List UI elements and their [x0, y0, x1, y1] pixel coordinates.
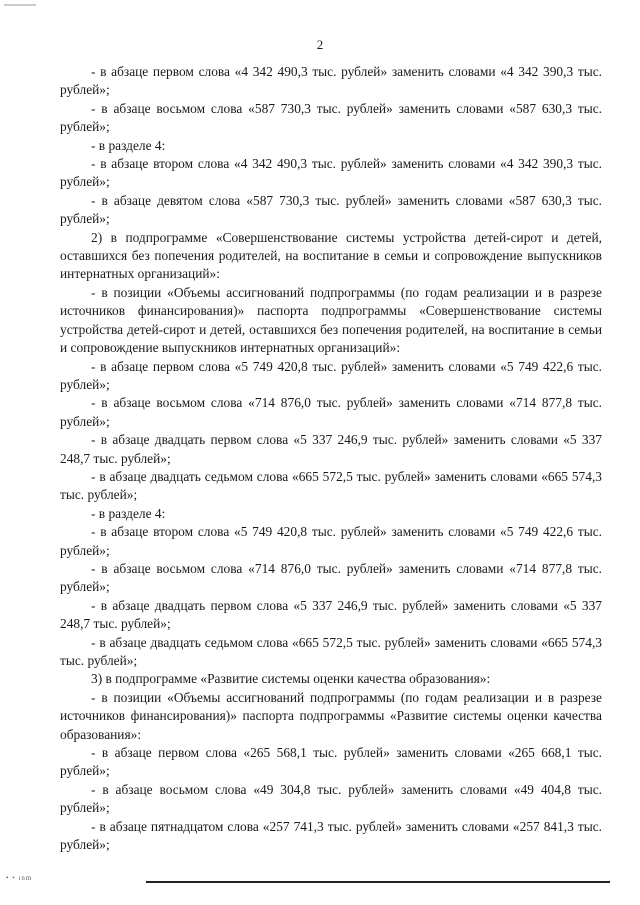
paragraph-5: - в абзаце девятом слова «587 730,3 тыс. рублей» заменить словами «587 630,3 тыс. рублей»;	[60, 192, 602, 227]
paragraph-3: - в разделе 4:	[91, 137, 166, 153]
paragraph-2: - в абзаце восьмом слова «587 730,3 тыс. рублей» заменить словами «587 630,3 тыс. рублей»;	[60, 100, 602, 135]
footer-rule	[146, 881, 610, 883]
paragraph-4: - в абзаце втором слова «4 342 490,3 тыс. рублей» заменить словами «4 342 390,3 тыс. рублей»;	[60, 156, 602, 190]
document-body	[60, 63, 602, 854]
paragraph-8: - в абзаце первом слова «5 749 420,8 тыс. рублей» заменить словами «5 749 422,6 тыс. рублей»;	[60, 358, 602, 392]
paragraph-13: - в абзаце втором слова «5 749 420,8 тыс. рублей» заменить словами «5 749 422,6 тыс. рублей»;	[60, 524, 602, 558]
paragraph-19: - в абзаце первом слова «265 568,1 тыс. рублей» заменить словами «265 668,1 тыс. рублей»;	[60, 745, 602, 779]
paragraph-18: - в позиции «Объемы ассигнований подпрограммы (по годам реализации и в разрезе источников финансирования)» паспорта подпрограммы «Развитие системы оценки качества образования»:	[60, 689, 602, 742]
paragraph-16: - в абзаце двадцать седьмом слова «665 572,5 тыс. рублей» заменить словами «665 574,3 тыс. рублей»;	[60, 634, 602, 668]
paragraph-9: - в абзаце восьмом слова «714 876,0 тыс. рублей» заменить словами «714 877,8 тыс. рублей»;	[60, 395, 602, 429]
footer-scan-mark: • • ınm	[6, 874, 33, 882]
paragraph-12: - в разделе 4:	[91, 505, 166, 521]
paragraph-14: - в абзаце восьмом слова «714 876,0 тыс. рублей» заменить словами «714 877,8 тыс. рублей»;	[60, 560, 602, 595]
paragraph-6: 2) в подпрограмме «Совершенствование системы устройства детей-сирот и детей, оставшихся без попечения родителей, на воспитание в семьи и сопровождение выпускников интернатных организаций»:	[60, 229, 602, 282]
paragraph-10: - в абзаце двадцать первом слова «5 337 246,9 тыс. рублей» заменить словами «5 337 248,7 тыс. рублей»;	[60, 432, 602, 466]
paragraph-7: - в позиции «Объемы ассигнований подпрограммы (по годам реализации и в разрезе источников финансирования)» паспорта подпрограммы «Совершенствование системы устройства детей-сирот и детей, оставшихся без попечения родителей, на воспитание в семьи и сопровождение выпускников интернатных организаций»:	[60, 284, 602, 356]
paragraph-11: - в абзаце двадцать седьмом слова «665 572,5 тыс. рублей» заменить словами «665 574,3 тыс. рублей»;	[60, 468, 602, 503]
scan-edge-mark	[4, 4, 36, 6]
paragraph-17: 3) в подпрограмме «Развитие системы оценки качества образования»:	[91, 671, 491, 687]
paragraph-20: - в абзаце восьмом слова «49 304,8 тыс. рублей» заменить словами «49 404,8 тыс. рублей»;	[60, 781, 602, 816]
paragraph-15: - в абзаце двадцать первом слова «5 337 246,9 тыс. рублей» заменить словами «5 337 248,7 тыс. рублей»;	[60, 597, 602, 632]
paragraph-1: - в абзаце первом слова «4 342 490,3 тыс. рублей» заменить словами «4 342 390,3 тыс. рублей»;	[60, 64, 602, 98]
page-number: 2	[316, 37, 324, 52]
paragraph-21: - в абзаце пятнадцатом слова «257 741,3 тыс. рублей» заменить словами «257 841,3 тыс. рублей»;	[60, 818, 602, 853]
